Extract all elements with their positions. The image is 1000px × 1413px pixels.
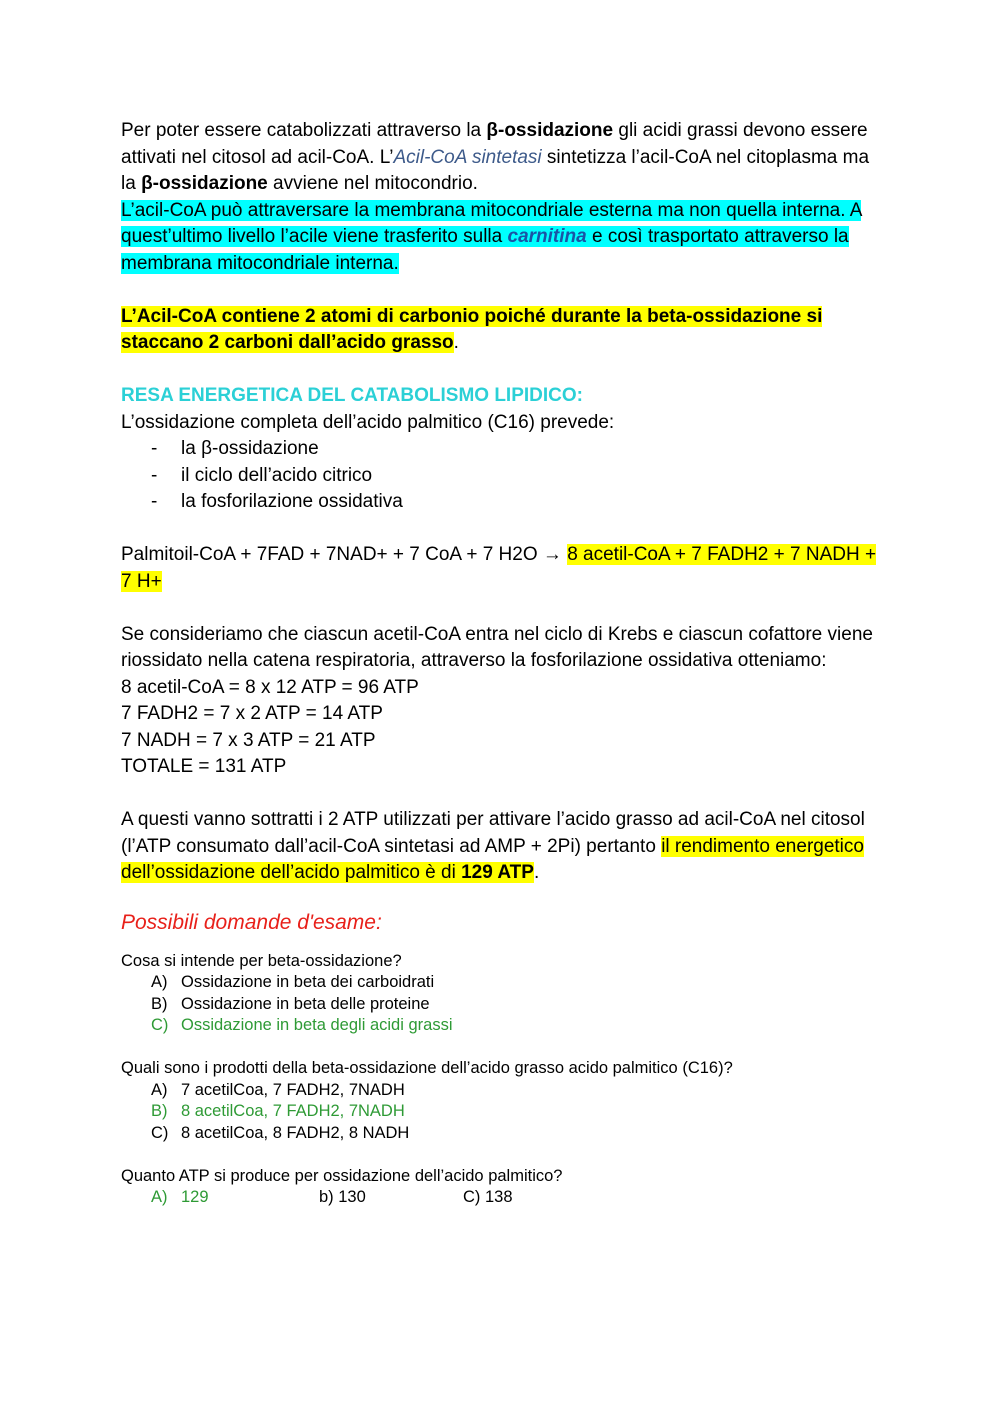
atp-result: 129 ATP	[461, 862, 534, 883]
option-text: 7 acetilCoa, 7 FADH2, 7NADH	[181, 1080, 405, 1099]
option-text: Ossidazione in beta degli acidi grassi	[181, 1016, 453, 1034]
text-span: e così trasportato attraverso la membrana mitocondriale interna.	[121, 226, 849, 274]
option-c: C) 138	[463, 1188, 513, 1206]
text-span: .	[533, 862, 540, 883]
beta-ossidazione-term: β-ossidazione	[486, 120, 614, 141]
text-span: gli acidi grassi devono essere attivati nel citosol ad acil-CoA. L’	[121, 120, 868, 168]
option-label: C)	[151, 1123, 169, 1142]
calc-line: 8 acetil-CoA = 8 x 12 ATP = 96 ATP	[121, 676, 419, 698]
option-text: Ossidazione in beta delle proteine	[181, 994, 430, 1013]
option-text: 8 acetilCoa, 8 FADH2, 8 NADH	[181, 1123, 410, 1142]
option-label: A)	[151, 973, 168, 991]
acyl-note-highlight: L’Acil-CoA contiene 2 atomi di carbonio poiché durante la beta-ossidazione si staccano 2 carboni dall’acido grasso	[121, 305, 823, 353]
option-a	[121, 972, 881, 994]
document-page	[121, 118, 881, 1209]
option-b	[121, 994, 881, 1016]
acyl-note	[121, 304, 881, 357]
intro-paragraph-2	[121, 198, 881, 278]
option-label: B)	[151, 1102, 168, 1120]
question-1-options	[121, 972, 881, 1037]
text-span: .	[453, 332, 459, 353]
calc-line: 7 FADH2 = 7 x 2 ATP = 14 ATP	[121, 703, 383, 724]
intro-paragraph-1	[121, 118, 881, 198]
equation	[121, 542, 881, 595]
calc-intro: Se consideriamo che ciascun acetil-CoA entra nel ciclo di Krebs e ciascun cofattore viene riossidato nella catena respiratoria, attraverso la fosforilazione ossidativa otteniamo:	[121, 623, 873, 671]
option-b: b) 130	[319, 1188, 366, 1206]
list-item: - la β-ossidazione	[121, 436, 881, 463]
option-label: B)	[151, 994, 168, 1013]
text-span: A questi vanno sottratti i 2 ATP utilizzati per attivare l’acido grasso ad acil-CoA nel citosol (l’ATP consumato dall’acil-CoA sintetasi ad AMP + 2Pi) pertanto	[121, 809, 865, 857]
acil-coa-sintetasi-term: Acil-CoA sintetasi	[393, 146, 542, 168]
question-1: Cosa si intende per beta-ossidazione?	[121, 951, 402, 970]
question-3: Quanto ATP si produce per ossidazione dell’acido palmitico?	[121, 1166, 563, 1185]
option-b-correct	[121, 1101, 881, 1123]
text-span: L’acil-CoA può attraversare la membrana mitocondriale esterna ma non quella interna. A quest’ultimo livello l’acile viene trasferito sulla	[121, 199, 862, 247]
resa-intro: L’ossidazione completa dell’acido palmitico (C16) prevede:	[121, 411, 615, 433]
option-text: 8 acetilCoa, 7 FADH2, 7NADH	[181, 1102, 405, 1120]
option-text: Ossidazione in beta dei carboidrati	[181, 973, 435, 991]
list-item: - il ciclo dell’acido citrico	[121, 463, 881, 490]
option-label: A)	[151, 1080, 168, 1099]
calc-line: 7 NADH = 7 x 3 ATP = 21 ATP	[121, 729, 376, 751]
text-span: Per poter essere catabolizzati attraverso la	[121, 120, 487, 141]
rendimento-highlight: il rendimento energetico dell’ossidazione dell’acido palmitico è di	[121, 835, 864, 883]
final-paragraph	[121, 807, 881, 887]
text-span: avviene nel mitocondrio.	[267, 173, 478, 194]
question-2: Quali sono i prodotti della beta-ossidazione dell’acido grasso acido palmitico (C16)?	[121, 1059, 733, 1077]
option-c	[121, 1123, 881, 1145]
option-a-correct	[151, 1187, 319, 1209]
carnitina-term: carnitina	[507, 226, 587, 247]
resa-list	[121, 436, 881, 516]
option-c-correct	[121, 1015, 881, 1037]
resa-heading: RESA ENERGETICA DEL CATABOLISMO LIPIDICO:	[121, 385, 583, 406]
exam-heading: Possibili domande d'esame:	[121, 910, 382, 934]
option-a	[121, 1080, 881, 1102]
list-item: - la fosforilazione ossidativa	[121, 489, 881, 516]
beta-ossidazione-term: β-ossidazione	[141, 173, 268, 194]
calc-total: TOTALE = 131 ATP	[121, 756, 287, 777]
question-3-options	[121, 1187, 881, 1209]
question-2-options	[121, 1080, 881, 1145]
option-text: 129	[181, 1188, 209, 1206]
text-span: sintetizza l’acil-CoA nel citoplasma ma la	[121, 146, 870, 194]
equation-right-highlight: 8 acetil-CoA + 7 FADH2 + 7 NADH + 7 H+	[121, 544, 877, 592]
option-label: C)	[151, 1016, 169, 1034]
option-label: A)	[151, 1188, 168, 1206]
equation-left: Palmitoil-CoA + 7FAD + 7NAD+ + 7 CoA + 7 H2O →	[121, 544, 568, 565]
